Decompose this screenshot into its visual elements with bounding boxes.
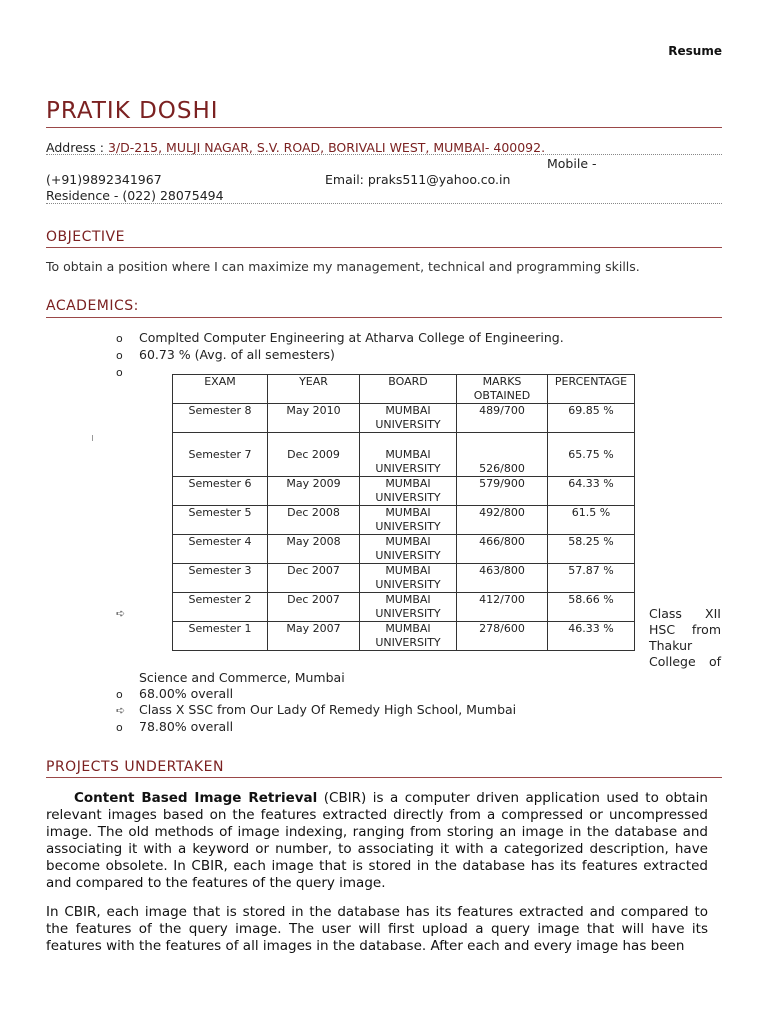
year-cell: May 2010 xyxy=(268,404,360,433)
percentage-cell: 61.5 % xyxy=(548,506,635,535)
table-row xyxy=(173,477,635,506)
board-cell: MUMBAI UNIVERSITY xyxy=(360,433,457,477)
year-cell: May 2009 xyxy=(268,477,360,506)
board-cell: MUMBAI UNIVERSITY xyxy=(360,477,457,506)
project-description: (CBIR) is a computer driven application used to obtain relevant images based on the features extracted directly from a compressed or uncompressed image. The old methods of image indexing, ranging from storing an image in the database and associating it with a keyword or number, to associating it with a categorized description, have become obsolete. In CBIR, each image that is stored in the database has its features extracted and compared to the features of the query image. xyxy=(46,790,708,891)
percentage-cell: 69.85 % xyxy=(548,404,635,433)
project-paragraph-2: In CBIR, each image that is stored in the database has its features extracted and compared to the features of the query image. The user will first upload a query image that will have its features with the features of all images in the database. After each and every image has been xyxy=(46,904,708,954)
table-row xyxy=(173,564,635,593)
bullet-icon: o xyxy=(116,332,123,345)
board-cell: MUMBAI UNIVERSITY xyxy=(360,506,457,535)
marks-cell: 492/800 xyxy=(457,506,548,535)
marks-cell: 579/900 xyxy=(457,477,548,506)
hsc-side-line: Thakur xyxy=(649,638,693,653)
exam-cell: Semester 3 xyxy=(173,564,268,593)
objective-text: To obtain a position where I can maximize my management, technical and programming skills. xyxy=(46,259,640,274)
board-cell: MUMBAI UNIVERSITY xyxy=(360,622,457,651)
year-cell: Dec 2009 xyxy=(268,433,360,477)
percentage-cell: 64.33 % xyxy=(548,477,635,506)
table-header: EXAM xyxy=(173,375,268,404)
projects-title: PROJECTS UNDERTAKEN xyxy=(46,759,224,775)
arrow-bullet-icon: ➪ xyxy=(116,704,126,717)
divider xyxy=(46,154,722,155)
year-cell: May 2007 xyxy=(268,622,360,651)
academic-item: 60.73 % (Avg. of all semesters) xyxy=(139,347,335,362)
exam-cell: Semester 6 xyxy=(173,477,268,506)
address-value: 3/D-215, MULJI NAGAR, S.V. ROAD, BORIVALI WEST, MUMBAI- 400092. xyxy=(107,140,546,155)
project-name: Content Based Image Retrieval xyxy=(74,790,318,806)
year-cell: Dec 2007 xyxy=(268,593,360,622)
marks-cell: 412/700 xyxy=(457,593,548,622)
exam-cell: Semester 2 xyxy=(173,593,268,622)
address-label: Address : xyxy=(46,140,108,155)
year-cell: Dec 2007 xyxy=(268,564,360,593)
exam-cell: Semester 5 xyxy=(173,506,268,535)
margin-mark xyxy=(92,435,93,441)
ssc-text: Class X SSC from Our Lady Of Remedy High School, Mumbai xyxy=(139,702,517,717)
ssc-overall: 78.80% overall xyxy=(139,719,234,734)
hsc-side-line: Class XII xyxy=(649,606,721,621)
hsc-overall: 68.00% overall xyxy=(139,686,234,701)
board-cell: MUMBAI UNIVERSITY xyxy=(360,404,457,433)
marks-cell: 463/800 xyxy=(457,564,548,593)
percentage-cell: 57.87 % xyxy=(548,564,635,593)
email-address: Email: praks511@yahoo.co.in xyxy=(325,172,511,187)
marks-cell: 489/700 xyxy=(457,404,548,433)
year-cell: May 2008 xyxy=(268,535,360,564)
exam-cell: Semester 4 xyxy=(173,535,268,564)
percentage-cell: 46.33 % xyxy=(548,622,635,651)
resume-label: Resume xyxy=(668,44,722,58)
phone-number: (+91)9892341967 xyxy=(46,172,162,187)
table-row xyxy=(173,535,635,564)
year-cell: Dec 2008 xyxy=(268,506,360,535)
section-rule xyxy=(46,777,722,778)
exam-cell: Semester 8 xyxy=(173,404,268,433)
table-header: MARKS OBTAINED xyxy=(457,375,548,404)
exam-cell: Semester 7 xyxy=(173,433,268,477)
section-rule xyxy=(46,317,722,318)
hsc-side-line: HSC from xyxy=(649,622,721,637)
table-header: YEAR xyxy=(268,375,360,404)
address-line xyxy=(46,140,545,155)
table-row xyxy=(173,404,635,433)
board-cell: MUMBAI UNIVERSITY xyxy=(360,593,457,622)
arrow-bullet-icon: ➪ xyxy=(116,607,126,620)
academics-title: ACADEMICS: xyxy=(46,298,139,314)
exam-cell: Semester 1 xyxy=(173,622,268,651)
table-header: BOARD xyxy=(360,375,457,404)
board-cell: MUMBAI UNIVERSITY xyxy=(360,535,457,564)
residence-phone: Residence - (022) 28075494 xyxy=(46,188,224,203)
marks-table xyxy=(172,374,635,651)
academic-item: Complted Computer Engineering at Atharva College of Engineering. xyxy=(139,330,564,345)
section-rule xyxy=(46,247,722,248)
table-row xyxy=(173,506,635,535)
candidate-name: PRATIK DOSHI xyxy=(46,98,219,124)
hsc-side-line: College of xyxy=(649,654,721,669)
bullet-icon: o xyxy=(116,349,123,362)
objective-title: OBJECTIVE xyxy=(46,229,125,245)
hsc-continuation: Science and Commerce, Mumbai xyxy=(139,670,345,685)
table-header-row xyxy=(173,375,635,404)
marks-cell: 278/600 xyxy=(457,622,548,651)
hsc-side-note xyxy=(649,606,721,670)
table-header: PERCENTAGE xyxy=(548,375,635,404)
mobile-label: Mobile - xyxy=(547,156,597,171)
table-row xyxy=(173,433,635,477)
table-row xyxy=(173,622,635,651)
percentage-cell: 58.66 % xyxy=(548,593,635,622)
divider xyxy=(46,203,722,204)
marks-cell: 526/800 xyxy=(457,433,548,477)
table-row xyxy=(173,593,635,622)
percentage-cell: 58.25 % xyxy=(548,535,635,564)
project-paragraph xyxy=(46,790,708,892)
marks-cell: 466/800 xyxy=(457,535,548,564)
board-cell: MUMBAI UNIVERSITY xyxy=(360,564,457,593)
percentage-cell: 65.75 % xyxy=(548,433,635,477)
name-underline xyxy=(46,127,722,128)
bullet-icon: o xyxy=(116,688,123,701)
bullet-icon: o xyxy=(116,721,123,734)
bullet-icon: o xyxy=(116,366,123,379)
